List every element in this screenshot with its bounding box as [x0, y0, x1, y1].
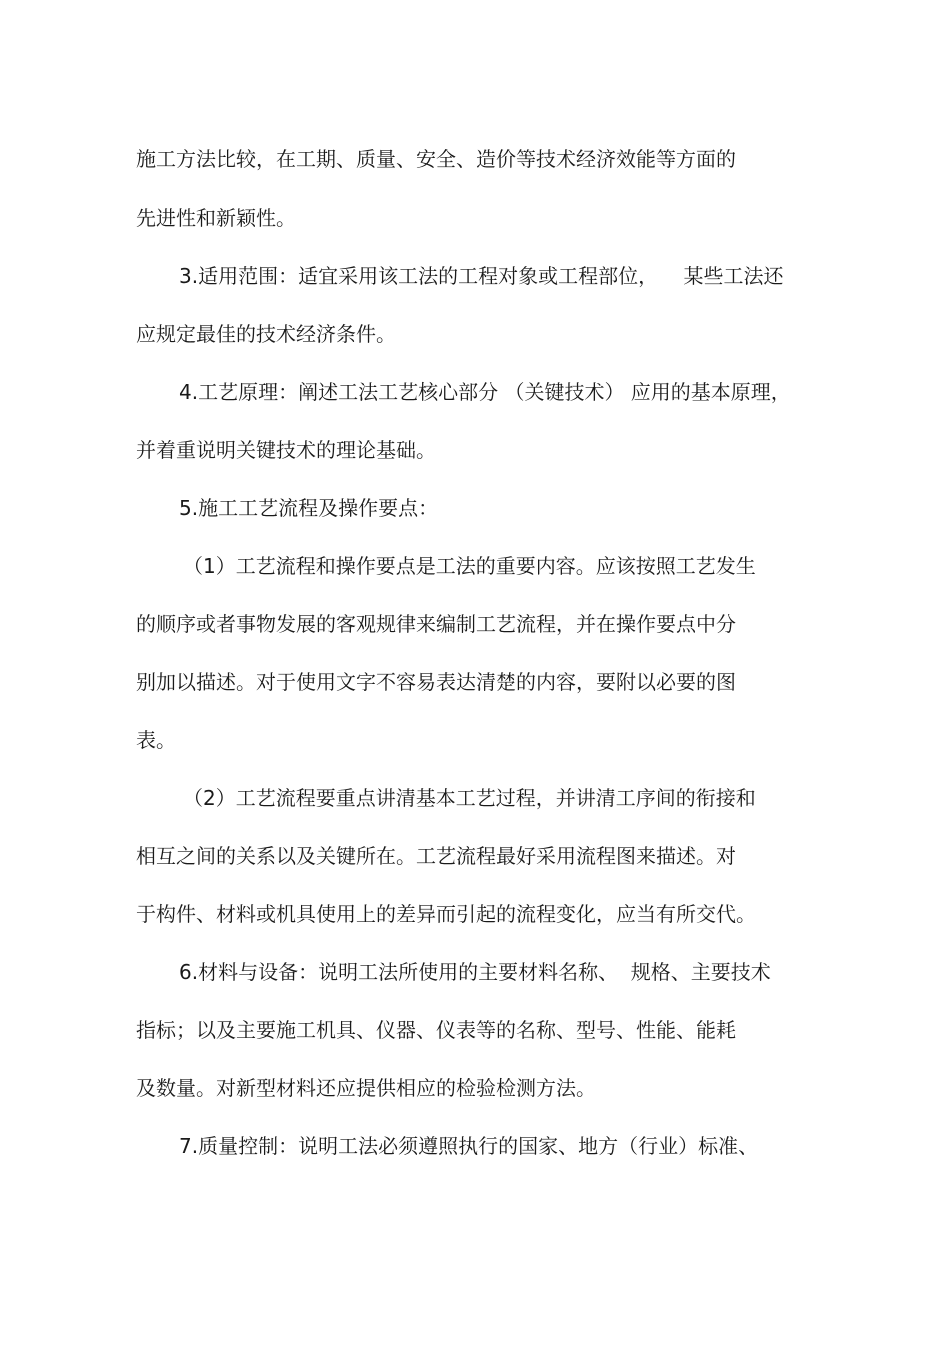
subsection-1-line: （1）工艺流程和操作要点是工法的重要内容。应该按照工艺发生: [183, 554, 756, 578]
section-7-heading: 7.质量控制：说明工法必须遵照执行的国家、地方（行业）标准、: [179, 1134, 759, 1158]
section-4-heading: 4.工艺原理：阐述工法工艺核心部分 （关键技术） 应用的基本原理，: [179, 380, 791, 404]
section-6-heading: 6.材料与设备：说明工法所使用的主要材料名称、 规格、主要技术: [179, 960, 771, 984]
subsection-2-line: （2）工艺流程要重点讲清基本工艺过程，并讲清工序间的衔接和: [183, 786, 756, 810]
text-line: 于构件、材料或机具使用上的差异而引起的流程变化，应当有所交代。: [136, 902, 756, 926]
section-3-heading: 3.适用范围：适宜采用该工法的工程对象或工程部位， 某些工法还: [179, 264, 784, 288]
text-line: 及数量。对新型材料还应提供相应的检验检测方法。: [136, 1076, 596, 1100]
text-line: 施工方法比较，在工期、质量、安全、造价等技术经济效能等方面的: [136, 147, 736, 171]
text-line: 并着重说明关键技术的理论基础。: [136, 438, 436, 462]
text-line: 指标；以及主要施工机具、仪器、仪表等的名称、型号、性能、能耗: [136, 1018, 736, 1042]
text-line: 先进性和新颖性。: [136, 206, 296, 230]
text-line: 别加以描述。对于使用文字不容易表达清楚的内容，要附以必要的图: [136, 670, 736, 694]
text-line: 的顺序或者事物发展的客观规律来编制工艺流程，并在操作要点中分: [136, 612, 736, 636]
text-line: 相互之间的关系以及关键所在。工艺流程最好采用流程图来描述。对: [136, 844, 736, 868]
text-line: 表。: [136, 728, 176, 752]
text-line: 应规定最佳的技术经济条件。: [136, 322, 396, 346]
section-5-heading: 5.施工工艺流程及操作要点：: [179, 496, 439, 520]
